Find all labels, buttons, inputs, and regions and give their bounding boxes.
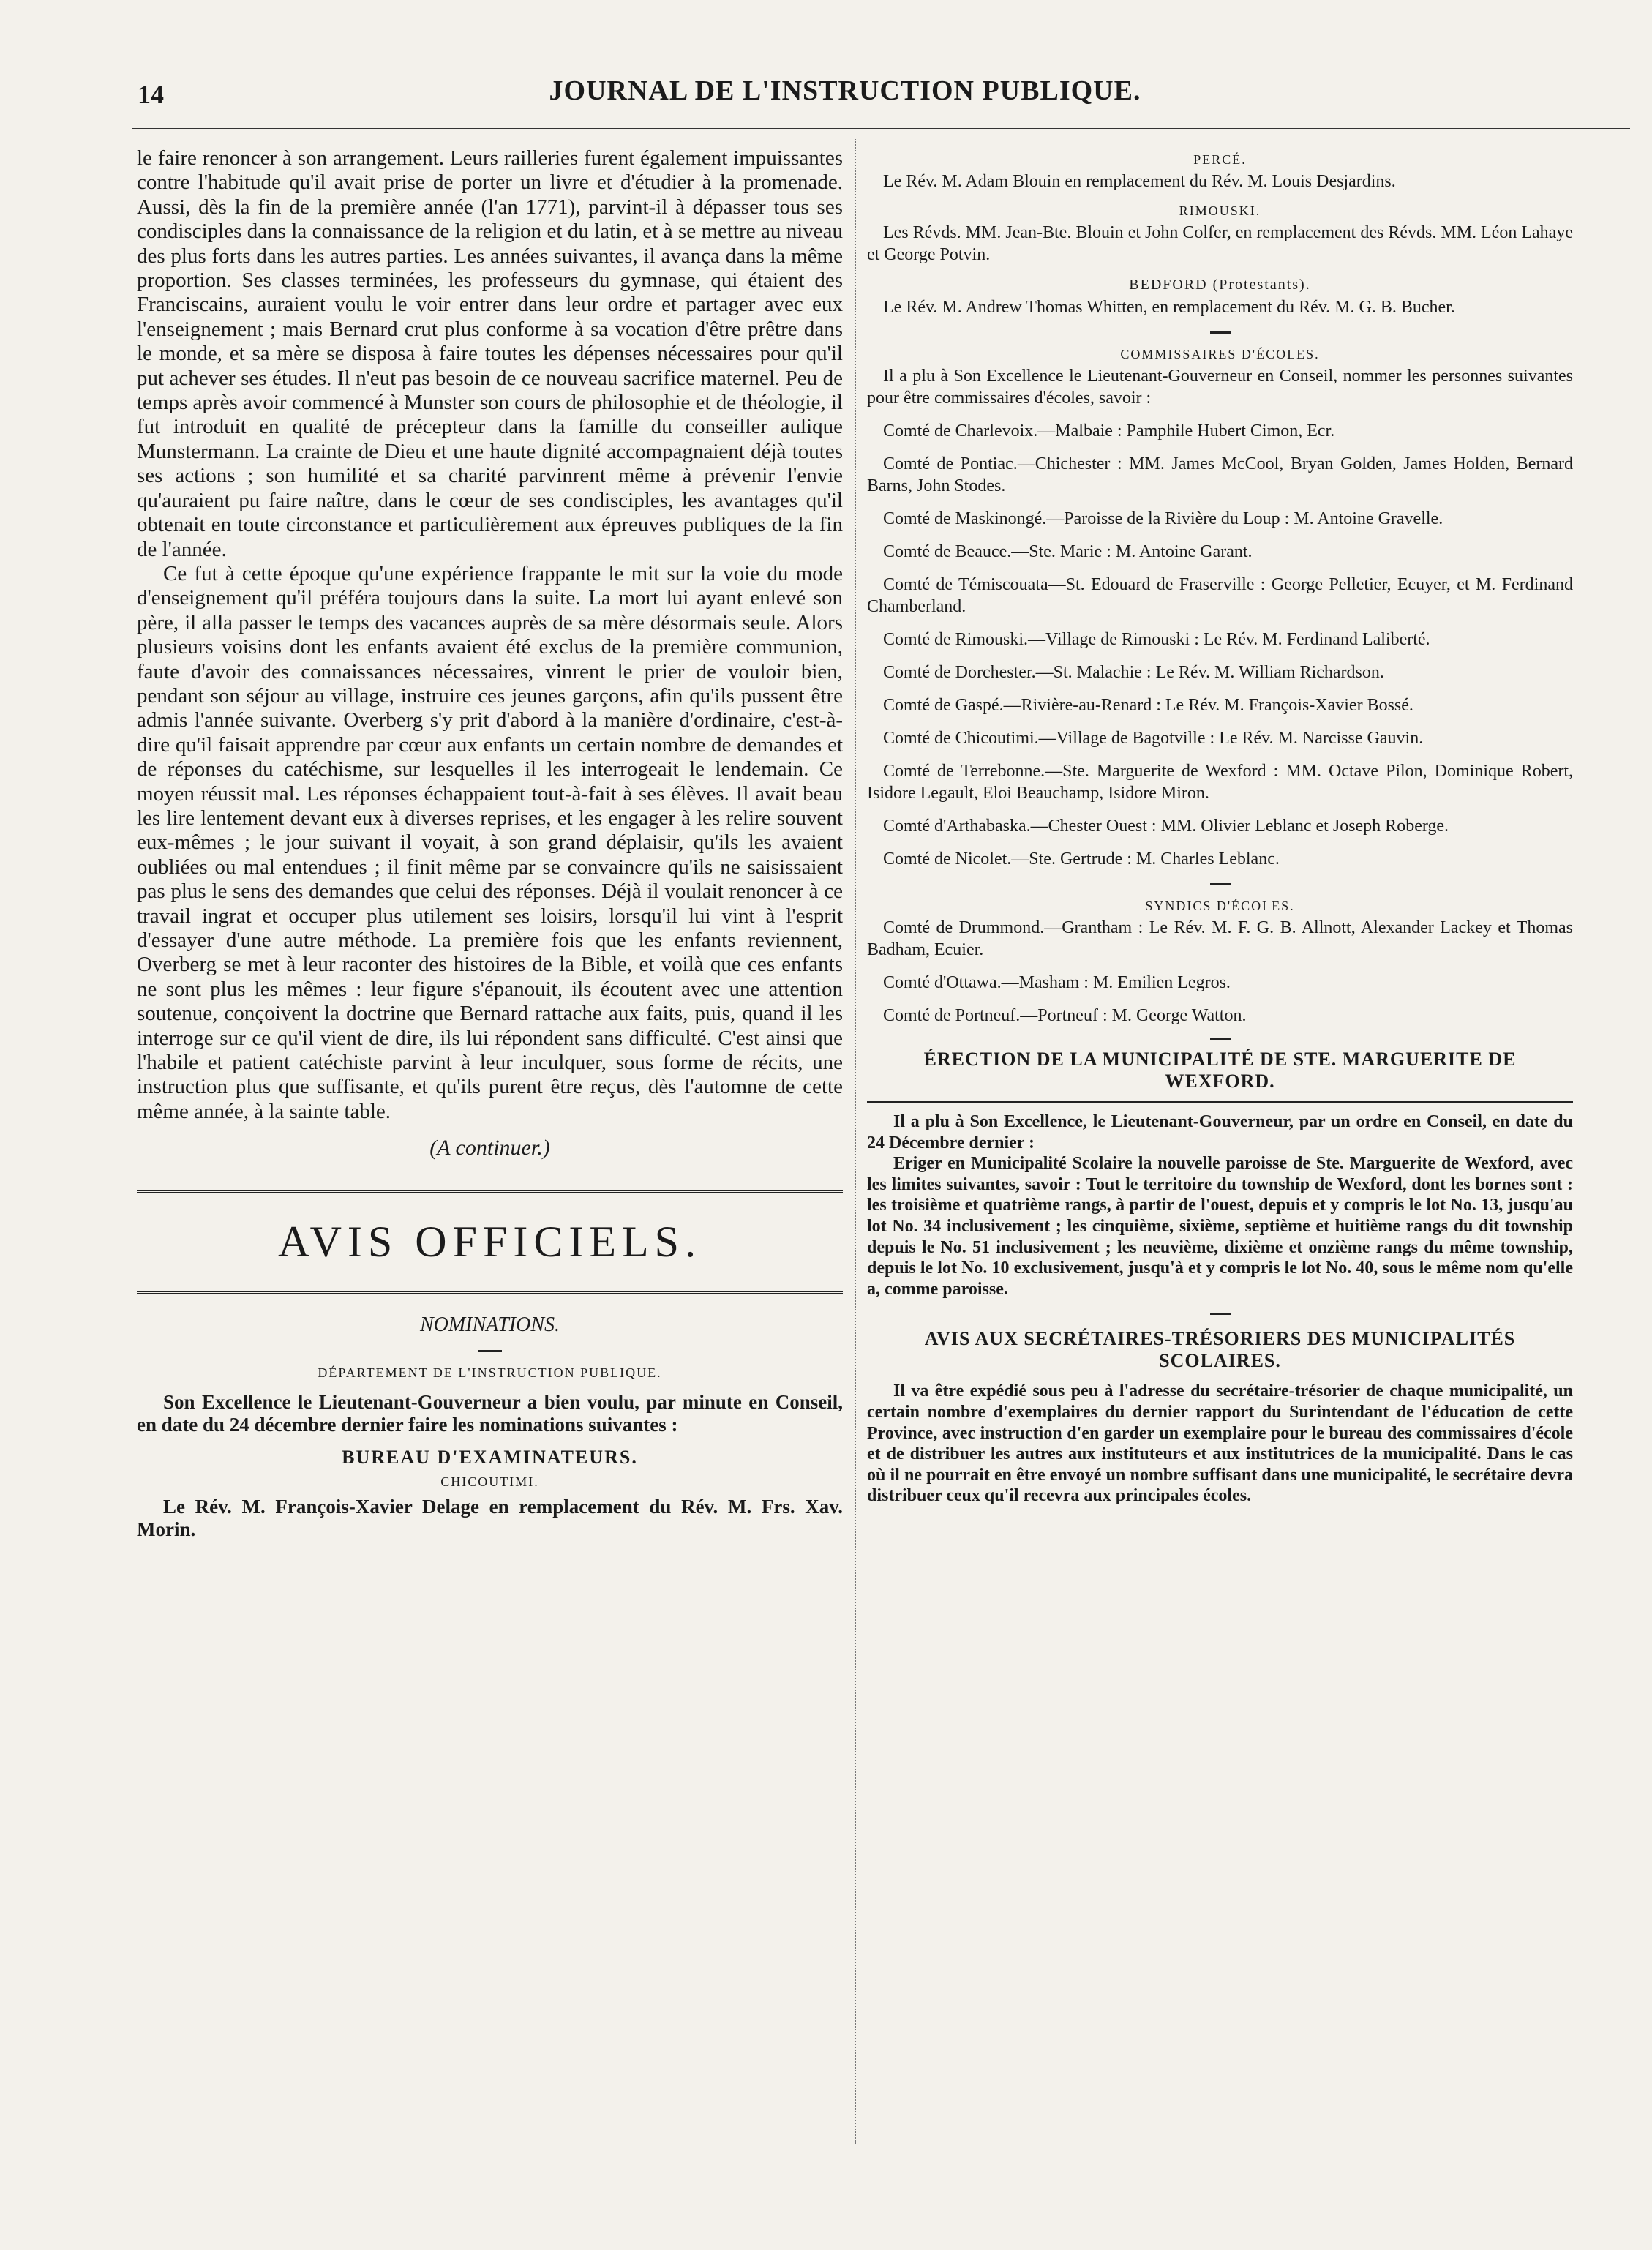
header-rule [132, 128, 1630, 130]
comte-entry: Comté de Témiscouata—St. Edouard de Fraserville : George Pelletier, Ecuyer, et M. Ferdinand Chamberland. [867, 575, 1573, 616]
comte-entry: Comté d'Arthabaska.—Chester Ouest : MM. Olivier Leblanc et Joseph Roberge. [883, 817, 1449, 836]
small-rule [1210, 1038, 1231, 1040]
erection-paragraph: Eriger en Municipalité Scolaire la nouvelle paroisse de Ste. Marguerite de Wexford, avec les limites suivantes, savoir : Tout le territoire du township de Wexford, dont les bornes sont : les troisième et quatrième rangs, à partir de l'ouest, depuis et y compris le lot No. 13, jusqu'au lot No. 34 inclusivement ; les cinquième, sixième, septième et huitième rangs du dit township depuis le No. 51 inclusivement ; les neuvième, dixième et onzième rangs du même township, depuis le lot No. 10 exclusivement, jusqu'à et y compris le lot No. 40, sous le même nom qu'elle a, comme paroisse. [867, 1154, 1573, 1299]
small-rule [1210, 331, 1231, 334]
continue-note: (A continuer.) [429, 1136, 550, 1160]
commissaires-intro: Il a plu à Son Excellence le Lieutenant-Gouverneur en Conseil, nommer les personnes suivantes pour être commissaires d'écoles, savoir : [867, 367, 1573, 408]
syndic-entry: Comté de Drummond.—Grantham : Le Rév. M. F. G. B. Allnott, Alexander Lackey et Thomas Badham, Ecuier. [867, 918, 1573, 959]
nominations-title: NOMINATIONS. [419, 1313, 560, 1337]
erection-rule [867, 1101, 1573, 1103]
avis-secretaires-paragraph: Il va être expédié sous peu à l'adresse du secrétaire-trésorier de chaque municipalité, un certain nombre d'exemplaires du dernier rapport du Surintendant de l'éducation de cette Province, avec instruction d'en garder un exemplaire pour le bureau des commissaires d'école et de distribuer les autres aux instituteurs et aux institutrices de la municipalité. Dans le cas où il ne pourrait en être envoyé un nombre suffisant dans une municipalité, le secrétaire devra distribuer ceux qu'il recevra aux principales écoles. [867, 1381, 1573, 1506]
bedford-heading: BEDFORD (Protestants). [1129, 277, 1311, 293]
comte-entry: Comté de Rimouski.—Village de Rimouski : Le Rév. M. Ferdinand Laliberté. [883, 630, 1430, 649]
right-column [867, 146, 1573, 1507]
commissaires-heading: COMMISSAIRES D'ÉCOLES. [1120, 347, 1320, 361]
syndic-entry: Comté d'Ottawa.—Masham : M. Emilien Legros. [883, 973, 1231, 992]
comte-entry: Comté de Pontiac.—Chichester : MM. James McCool, Bryan Golden, James Holden, Bernard Barns, John Stodes. [867, 454, 1573, 495]
chicoutimi-heading: CHICOUTIMI. [440, 1474, 539, 1490]
bureau-heading: BUREAU D'EXAMINATEURS. [342, 1447, 638, 1469]
journal-title: JOURNAL DE L'INSTRUCTION PUBLIQUE. [549, 75, 1141, 106]
bedford-entry: Le Rév. M. Andrew Thomas Whitten, en remplacement du Rév. M. G. B. Bucher. [883, 298, 1455, 317]
column-divider [855, 139, 856, 2144]
syndics-heading: SYNDICS D'ÉCOLES. [1145, 899, 1295, 913]
comte-entry: Comté de Chicoutimi.—Village de Bagotville : Le Rév. M. Narcisse Gauvin. [883, 729, 1424, 748]
page-number: 14 [138, 80, 164, 109]
nomination-notice: Son Excellence le Lieutenant-Gouverneur a bien voulu, par minute en Conseil, en date du 24 décembre dernier faire les nominations suivantes : [137, 1391, 843, 1436]
erection-paragraph: Il a plu à Son Excellence, le Lieutenant-Gouverneur, par un ordre en Conseil, en date du 24 Décembre dernier : [867, 1112, 1573, 1152]
section-rule-top [137, 1190, 843, 1193]
erection-title: ÉRECTION DE LA MUNICIPALITÉ DE STE. MARGUERITE DE WEXFORD. [923, 1049, 1517, 1092]
perce-heading: PERCÉ. [1193, 152, 1247, 167]
delage-entry: Le Rév. M. François-Xavier Delage en remplacement du Rév. M. Frs. Xav. Morin. [137, 1496, 843, 1541]
comte-entry: Comté de Terrebonne.—Ste. Marguerite de Wexford : MM. Octave Pilon, Dominique Robert, Isidore Legault, Eloi Beauchamp, Isidore Miron. [867, 762, 1573, 803]
article-paragraph-1: le faire renoncer à son arrangement. Leurs railleries furent également impuissantes contre l'habitude qu'il avait prise de porter un livre et d'étudier à la promenade. Aussi, dès la fin de la première année (l'an 1771), parvint-il à dépasser tous ses condisciples dans la connaissance de la religion et du latin, et à se mettre au niveau des plus forts dans les autres parties. Les années suivantes, il avança dans la même proportion. Ses classes terminées, les professeurs du gymnase, qui étaient des Franciscains, auraient voulu le voir entrer dans leur ordre et partager avec eux l'enseignement ; mais Bernard crut plus conforme à sa vocation d'être prêtre dans le monde, et sa mère se disposa à faire toutes les dépenses nécessaires pour qu'il put achever ses études. Il n'eut pas besoin de ce nouveau sacrifice maternel. Peu de temps après avoir commencé à Munster son cours de philosophie et de théologie, il fut introduit en qualité de précepteur dans la famille du conseiller aulique Munstermann. La crainte de Dieu et une haute dignité accompagnaient déjà toutes ses actions ; son humilité et sa charité parvinrent même à prévenir l'envie qu'auraient pu faire naître, dans le cœur de ses condisciples, les avantages qu'il obtenait en toute circonstance et particulièrement aux épreuves publiques de la fin de l'année. [137, 146, 843, 561]
comte-entry: Comté de Charlevoix.—Malbaie : Pamphile Hubert Cimon, Ecr. [883, 421, 1335, 440]
section-rule-bottom [137, 1291, 843, 1294]
rimouski-entry: Les Révds. MM. Jean-Bte. Blouin et John Colfer, en remplacement des Révds. MM. Léon Lahaye et George Potvin. [867, 223, 1573, 264]
avis-secretaires-title: AVIS AUX SECRÉTAIRES-TRÉSORIERS DES MUNICIPALITÉS SCOLAIRES. [924, 1328, 1516, 1372]
comte-entry: Comté de Beauce.—Ste. Marie : M. Antoine Garant. [883, 542, 1253, 561]
department-heading: DÉPARTEMENT DE L'INSTRUCTION PUBLIQUE. [318, 1365, 662, 1381]
small-rule [1210, 883, 1231, 885]
article-paragraph-2: Ce fut à cette époque qu'une expérience frappante le mit sur la voie du mode d'enseignement qu'il préféra toujours dans la suite. La mort lui ayant enlevé son père, il alla passer le temps des vacances auprès de sa mère désormais seule. Alors plusieurs voisins dont les enfants avaient été exclus de la première communion, faute d'avoir des connaissances nécessaires, vinrent le prier de vouloir bien, pendant son séjour au village, instruire ces jeunes garçons, afin qu'ils pussent être admis l'année suivante. Overberg s'y prit d'abord à la manière d'ordinaire, c'est-à-dire qu'il faisait apprendre par cœur aux enfants un certain nombre de demandes et de réponses du catéchisme, sur lesquelles il les interrogeait le lendemain. Ce moyen réussit mal. Les réponses échappaient tout-à-fait à ses élèves. Il avait beau les lire lentement devant eux à diverses reprises, et les engager à les relire souvent eux-mêmes ; le jour suivant il voyait, à son grand déplaisir, qu'ils les avaient oubliées ou mal entendues ; il finit même par se convaincre qu'ils ne saisissaient pas plus le sens des demandes que celui des réponses. Déjà il voulait renoncer à ce travail ingrat et occuper plus utilement ses loisirs, lorsqu'il lui vint à l'esprit d'essayer d'une autre méthode. La première fois que les enfants reviennent, Overberg se met à leur raconter des histoires de la Bible, et voilà que ces enfants ne sont plus les mêmes : leur figure s'épanouit, ils écoutent avec une attention soutenue, conçoivent la doctrine que Bernard rattache aux faits, puis, quand il les interroge sur ce qu'il vient de dire, ils lui répondent sans difficulté. C'est ainsi que l'habile et patient catéchiste parvint à leur inculquer, sous forme de récits, une instruction plus que suffisante, et qu'ils purent être reçus, dès l'automne de cette même année, à la sainte table. [137, 561, 843, 1123]
comte-entry: Comté de Dorchester.—St. Malachie : Le Rév. M. William Richardson. [883, 663, 1384, 682]
avis-officiels-title: AVIS OFFICIELS. [278, 1218, 702, 1267]
comte-entry: Comté de Nicolet.—Ste. Gertrude : M. Charles Leblanc. [883, 850, 1280, 869]
small-rule [1210, 1313, 1231, 1315]
page-header [110, 70, 1580, 108]
left-column [137, 146, 843, 1541]
small-rule [478, 1350, 502, 1352]
rimouski-heading: RIMOUSKI. [1179, 203, 1261, 218]
syndic-entry: Comté de Portneuf.—Portneuf : M. George Watton. [883, 1006, 1247, 1025]
comte-entry: Comté de Maskinongé.—Paroisse de la Rivière du Loup : M. Antoine Gravelle. [883, 509, 1443, 528]
comte-entry: Comté de Gaspé.—Rivière-au-Renard : Le Rév. M. François-Xavier Bossé. [883, 696, 1413, 715]
perce-entry: Le Rév. M. Adam Blouin en remplacement du Rév. M. Louis Desjardins. [883, 172, 1396, 191]
